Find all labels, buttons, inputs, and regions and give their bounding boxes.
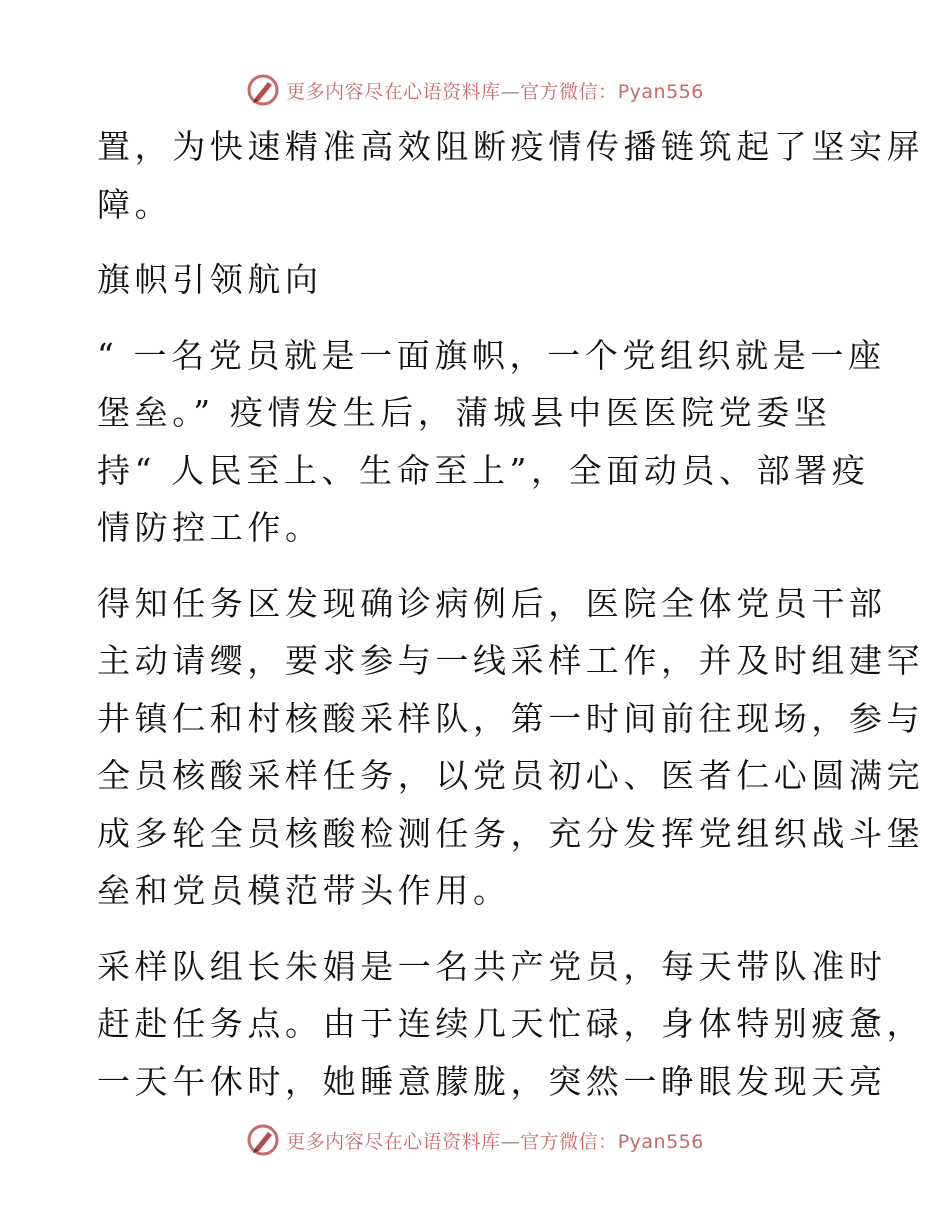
watermark-text	[286, 1127, 704, 1154]
watermark-official-text: 官方微信：	[520, 80, 618, 103]
watermark-wechat-id: Pyan556	[617, 1130, 704, 1153]
text-line: 垒和党员模范带头作用。	[97, 871, 511, 910]
paragraph	[97, 327, 886, 557]
header-watermark	[0, 70, 950, 110]
section-heading	[97, 251, 857, 309]
watermark-site-text: 更多内容尽在心语资料库	[286, 1130, 501, 1153]
text-line: 成多轮全员核酸检测任务，充分发挥党组织战斗堡	[97, 813, 925, 853]
watermark-separator: —	[500, 1130, 521, 1153]
document-body	[97, 118, 925, 1110]
watermark-wechat-id: Pyan556	[617, 80, 704, 103]
watermark-separator: —	[500, 80, 521, 103]
text-line: 情防控工作。	[97, 508, 323, 547]
text-line: 赶赴任务点。由于连续几天忙碌，身体特别疲惫，	[97, 1004, 925, 1043]
text-line: “ 一名党员就是一面旗帜，一个党组织就是一座	[97, 335, 886, 375]
footer-watermark	[0, 1120, 950, 1160]
paragraph	[97, 575, 925, 920]
watermark-official-text: 官方微信：	[520, 1130, 618, 1153]
text-line: 堡垒。” 疫情发生后，蒲城县中医医院党委坚	[97, 393, 832, 432]
text-line: 旗帜引领航向	[97, 260, 323, 299]
pen-in-circle-icon	[246, 73, 280, 107]
watermark-site-text: 更多内容尽在心语资料库	[286, 80, 501, 103]
pen-in-circle-icon	[246, 1123, 280, 1157]
paragraph	[97, 118, 925, 233]
text-line: 障。	[97, 184, 173, 224]
text-line: 主动请缨，要求参与一线采样工作，并及时组建罕	[97, 641, 925, 680]
text-line: 一天午休时，她睡意朦胧，突然一睁眼发现天亮	[97, 1061, 887, 1101]
text-line: 持“ 人民至上、生命至上”，全面动员、部署疫	[97, 450, 870, 490]
text-line: 井镇仁和村核酸采样队，第一时间前往现场，参与	[97, 698, 925, 738]
text-line: 得知任务区发现确诊病例后，医院全体党员干部	[97, 583, 887, 623]
watermark-text	[286, 77, 704, 104]
text-line: 置，为快速精准高效阻断疫情传播链筑起了坚实屏	[97, 127, 925, 166]
text-line: 采样队组长朱娟是一名共产党员，每天带队准时	[97, 946, 887, 986]
paragraph	[97, 938, 925, 1111]
text-line: 全员核酸采样任务，以党员初心、医者仁心圆满完	[97, 756, 925, 795]
